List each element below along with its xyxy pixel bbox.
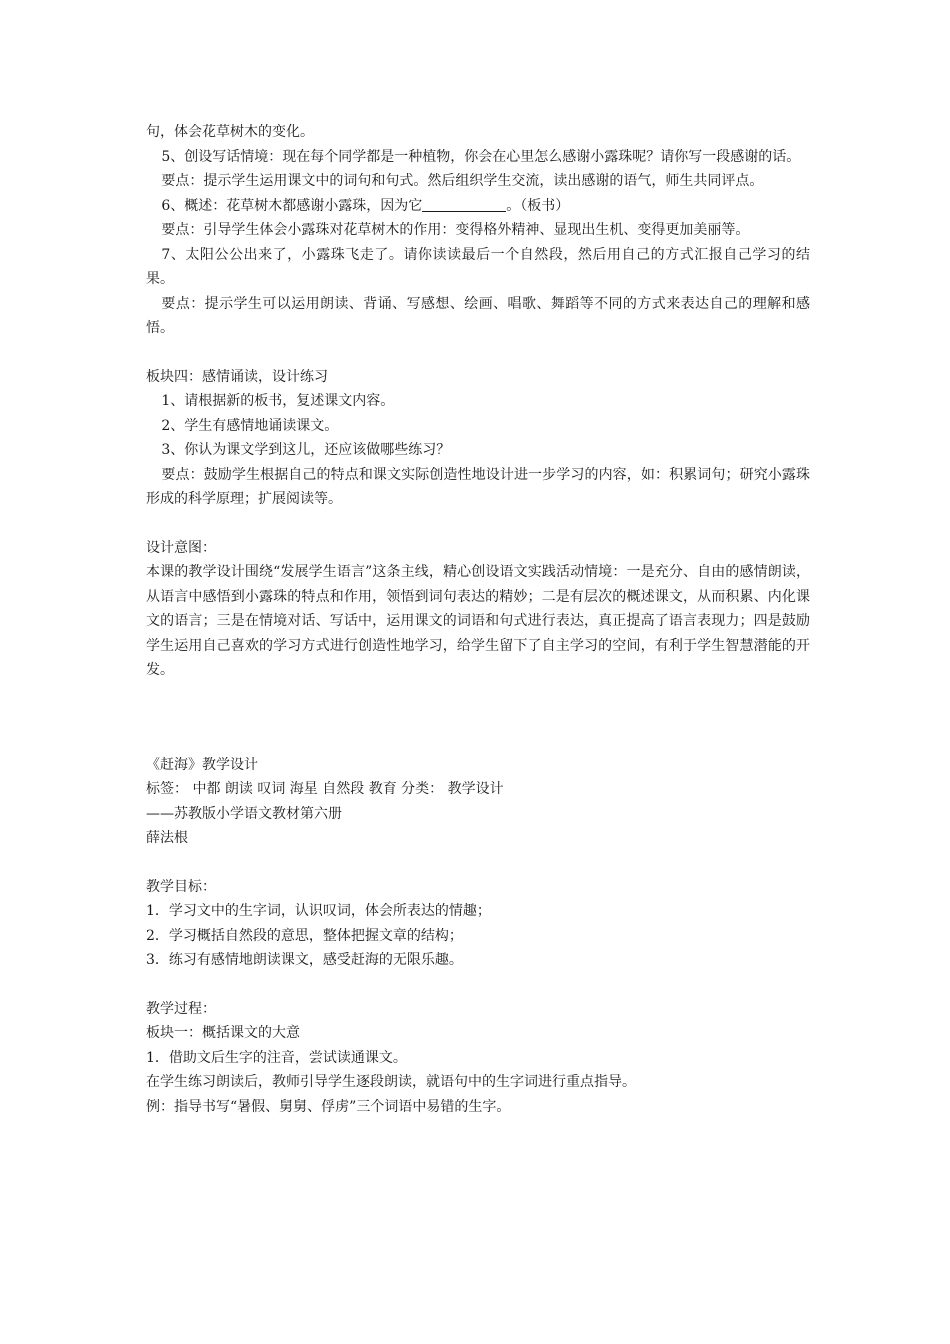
article-author: 薛法根 (146, 830, 188, 846)
step-6-text: 6、概述：花草树木都感谢小露珠，因为它 (161, 197, 423, 214)
block-4-item: 2、学生有感情地诵读课文。 (161, 417, 339, 434)
fill-in-blank (422, 197, 506, 212)
step-7: 7、太阳公公出来了，小露珠飞走了。请你读读最后一个自然段，然后用自己的方式汇报自己学习的结果。 (146, 246, 810, 287)
step-6-suffix: 。（板书） (506, 197, 570, 214)
goals-title: 教学目标： (146, 878, 216, 895)
block-4-item: 1、请根据新的板书，复述课文内容。 (161, 393, 395, 409)
step-5: 5、创设写话情境：现在每个同学都是一种植物，你会在心里怎么感谢小露珠呢？请你写一段感谢的话。 (161, 148, 801, 165)
block-4-title: 板块四：感情诵读，设计练习 (146, 368, 328, 385)
key-point-6: 要点：引导学生体会小露珠对花草树木的作用：变得格外精神、显现出生机、变得更加美丽等。 (161, 222, 750, 238)
design-intent-body: 本课的教学设计围绕“发展学生语言”这条主线，精心创设语文实践活动情境：一是充分、自由的感情朗读，从语言中感悟到小露珠的特点和作用，领悟到词句表达的精妙；二是有层次的概述课文，从而积累、内化课文的语言；三是在情境对话、写话中，运用课文的词语和句式进行表达，真正提高了语言表现力；四是鼓励学生运用自己喜欢的学习方式进行创造性地学习，给学生留下了自主学习的空间，有利于学生智慧潜能的开发。 (146, 564, 810, 678)
continuation-line: 句，体会花草树木的变化。 (146, 124, 314, 140)
goal-item: 3．练习有感情地朗读课文，感受赶海的无限乐趣。 (146, 952, 463, 968)
goal-item: 1．学习文中的生字词，认识叹词，体会所表达的情趣； (146, 903, 491, 919)
process-block-1: 板块一：概括课文的大意 (146, 1025, 300, 1041)
key-point-5: 要点：提示学生运用课文中的词句和句式。然后组织学生交流，读出感谢的语气，师生共同评点。 (161, 173, 764, 189)
process-example: 例：指导书写“暑假、舅舅、俘虏”三个词语中易错的生字。 (146, 1098, 511, 1115)
block-4-item: 3、你认为课文学到这儿，还应该做哪些练习？ (161, 442, 451, 458)
article-subtitle: ——苏教版小学语文教材第六册 (146, 805, 342, 822)
goal-item: 2．学习概括自然段的意思，整体把握文章的结构； (146, 927, 463, 944)
document-page (146, 120, 810, 1119)
article-title: 《赶海》教学设计 (146, 756, 258, 773)
process-title: 教学过程： (146, 1000, 216, 1017)
key-point-7: 要点：提示学生可以运用朗读、背诵、写感想、绘画、唱歌、舞蹈等不同的方式来表达自己的理解和感悟。 (146, 295, 810, 336)
design-intent-title: 设计意图： (146, 539, 216, 556)
process-step-1: 1．借助文后生字的注音，尝试读通课文。 (146, 1049, 407, 1066)
article-tags: 标签： 中都 朗读 叹词 海星 自然段 教育 分类： 教学设计 (146, 781, 504, 797)
process-note: 在学生练习朗读后，教师引导学生逐段朗读，就语句中的生字词进行重点指导。 (146, 1074, 636, 1090)
block-4-key-point: 要点：鼓励学生根据自己的特点和课文实际创造性地设计进一步学习的内容，如：积累词句；研究小露珠形成的科学原理；扩展阅读等。 (146, 466, 810, 507)
step-6 (146, 194, 810, 219)
